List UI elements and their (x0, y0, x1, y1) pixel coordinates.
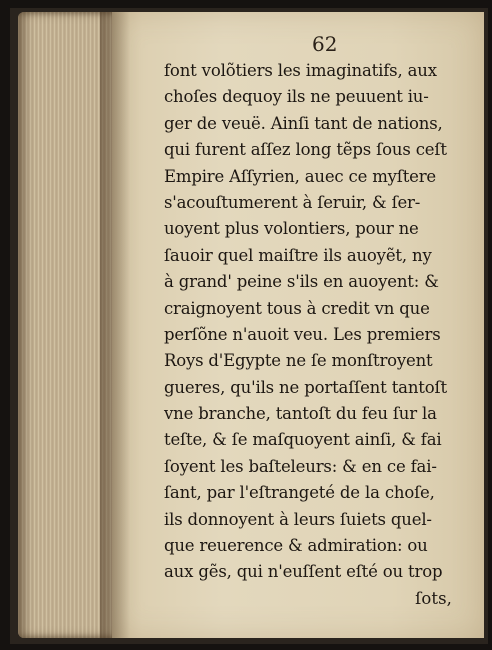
text-line: ils donnoyent à leurs ſuiets quel- (164, 509, 432, 529)
text-line: font volõtiers les imaginatifs, aux (164, 61, 437, 80)
text-line: teſte, & ſe maſquoyent ainſi, & fai (164, 430, 442, 450)
spine-shadow (100, 12, 130, 638)
text-line: ſant, par l'eſtrangeté de la choſe, (164, 483, 435, 503)
text-line: choſes dequoy ils ne peuuent iu- (164, 87, 429, 107)
text-line: uoyent plus volontiers, pour ne (164, 219, 419, 239)
text-line: perſõne n'auoit veu. Les premiers (164, 324, 441, 344)
text-line: vne branche, tantoſt du feu ſur la (164, 404, 437, 424)
text-block (164, 58, 470, 612)
text-line: s'acouſtumerent à ſeruir, & ſer- (164, 192, 421, 212)
text-line-last: ſots, (415, 588, 452, 608)
text-line: ger de veuë. Ainſi tant de nations, (164, 113, 443, 133)
text-line: gueres, qu'ils ne portaſſent tantoſt (164, 377, 447, 397)
text-line: aux gẽs, qui n'euſſent eſté ou trop (164, 562, 443, 582)
text-line: Empire Aſſyrien, auec ce myſtere (164, 166, 437, 186)
text-line: craignoyent tous à credit vn que (164, 298, 430, 318)
text-line: que reuerence & admiration: ou (164, 536, 428, 556)
page-number: 62 (312, 32, 338, 56)
text-line: Roys d'Egypte ne ſe monſtroyent (164, 351, 433, 371)
text-line: ſoyent les baſteleurs: & en ce fai- (164, 456, 437, 476)
text-line: ſauoir quel maiſtre ils auoyẽt, ny (164, 245, 432, 265)
text-line: à grand' peine s'ils en auoyent: & (164, 272, 439, 292)
text-line: qui furent aſſez long tẽps ſous ceſt (164, 140, 447, 160)
